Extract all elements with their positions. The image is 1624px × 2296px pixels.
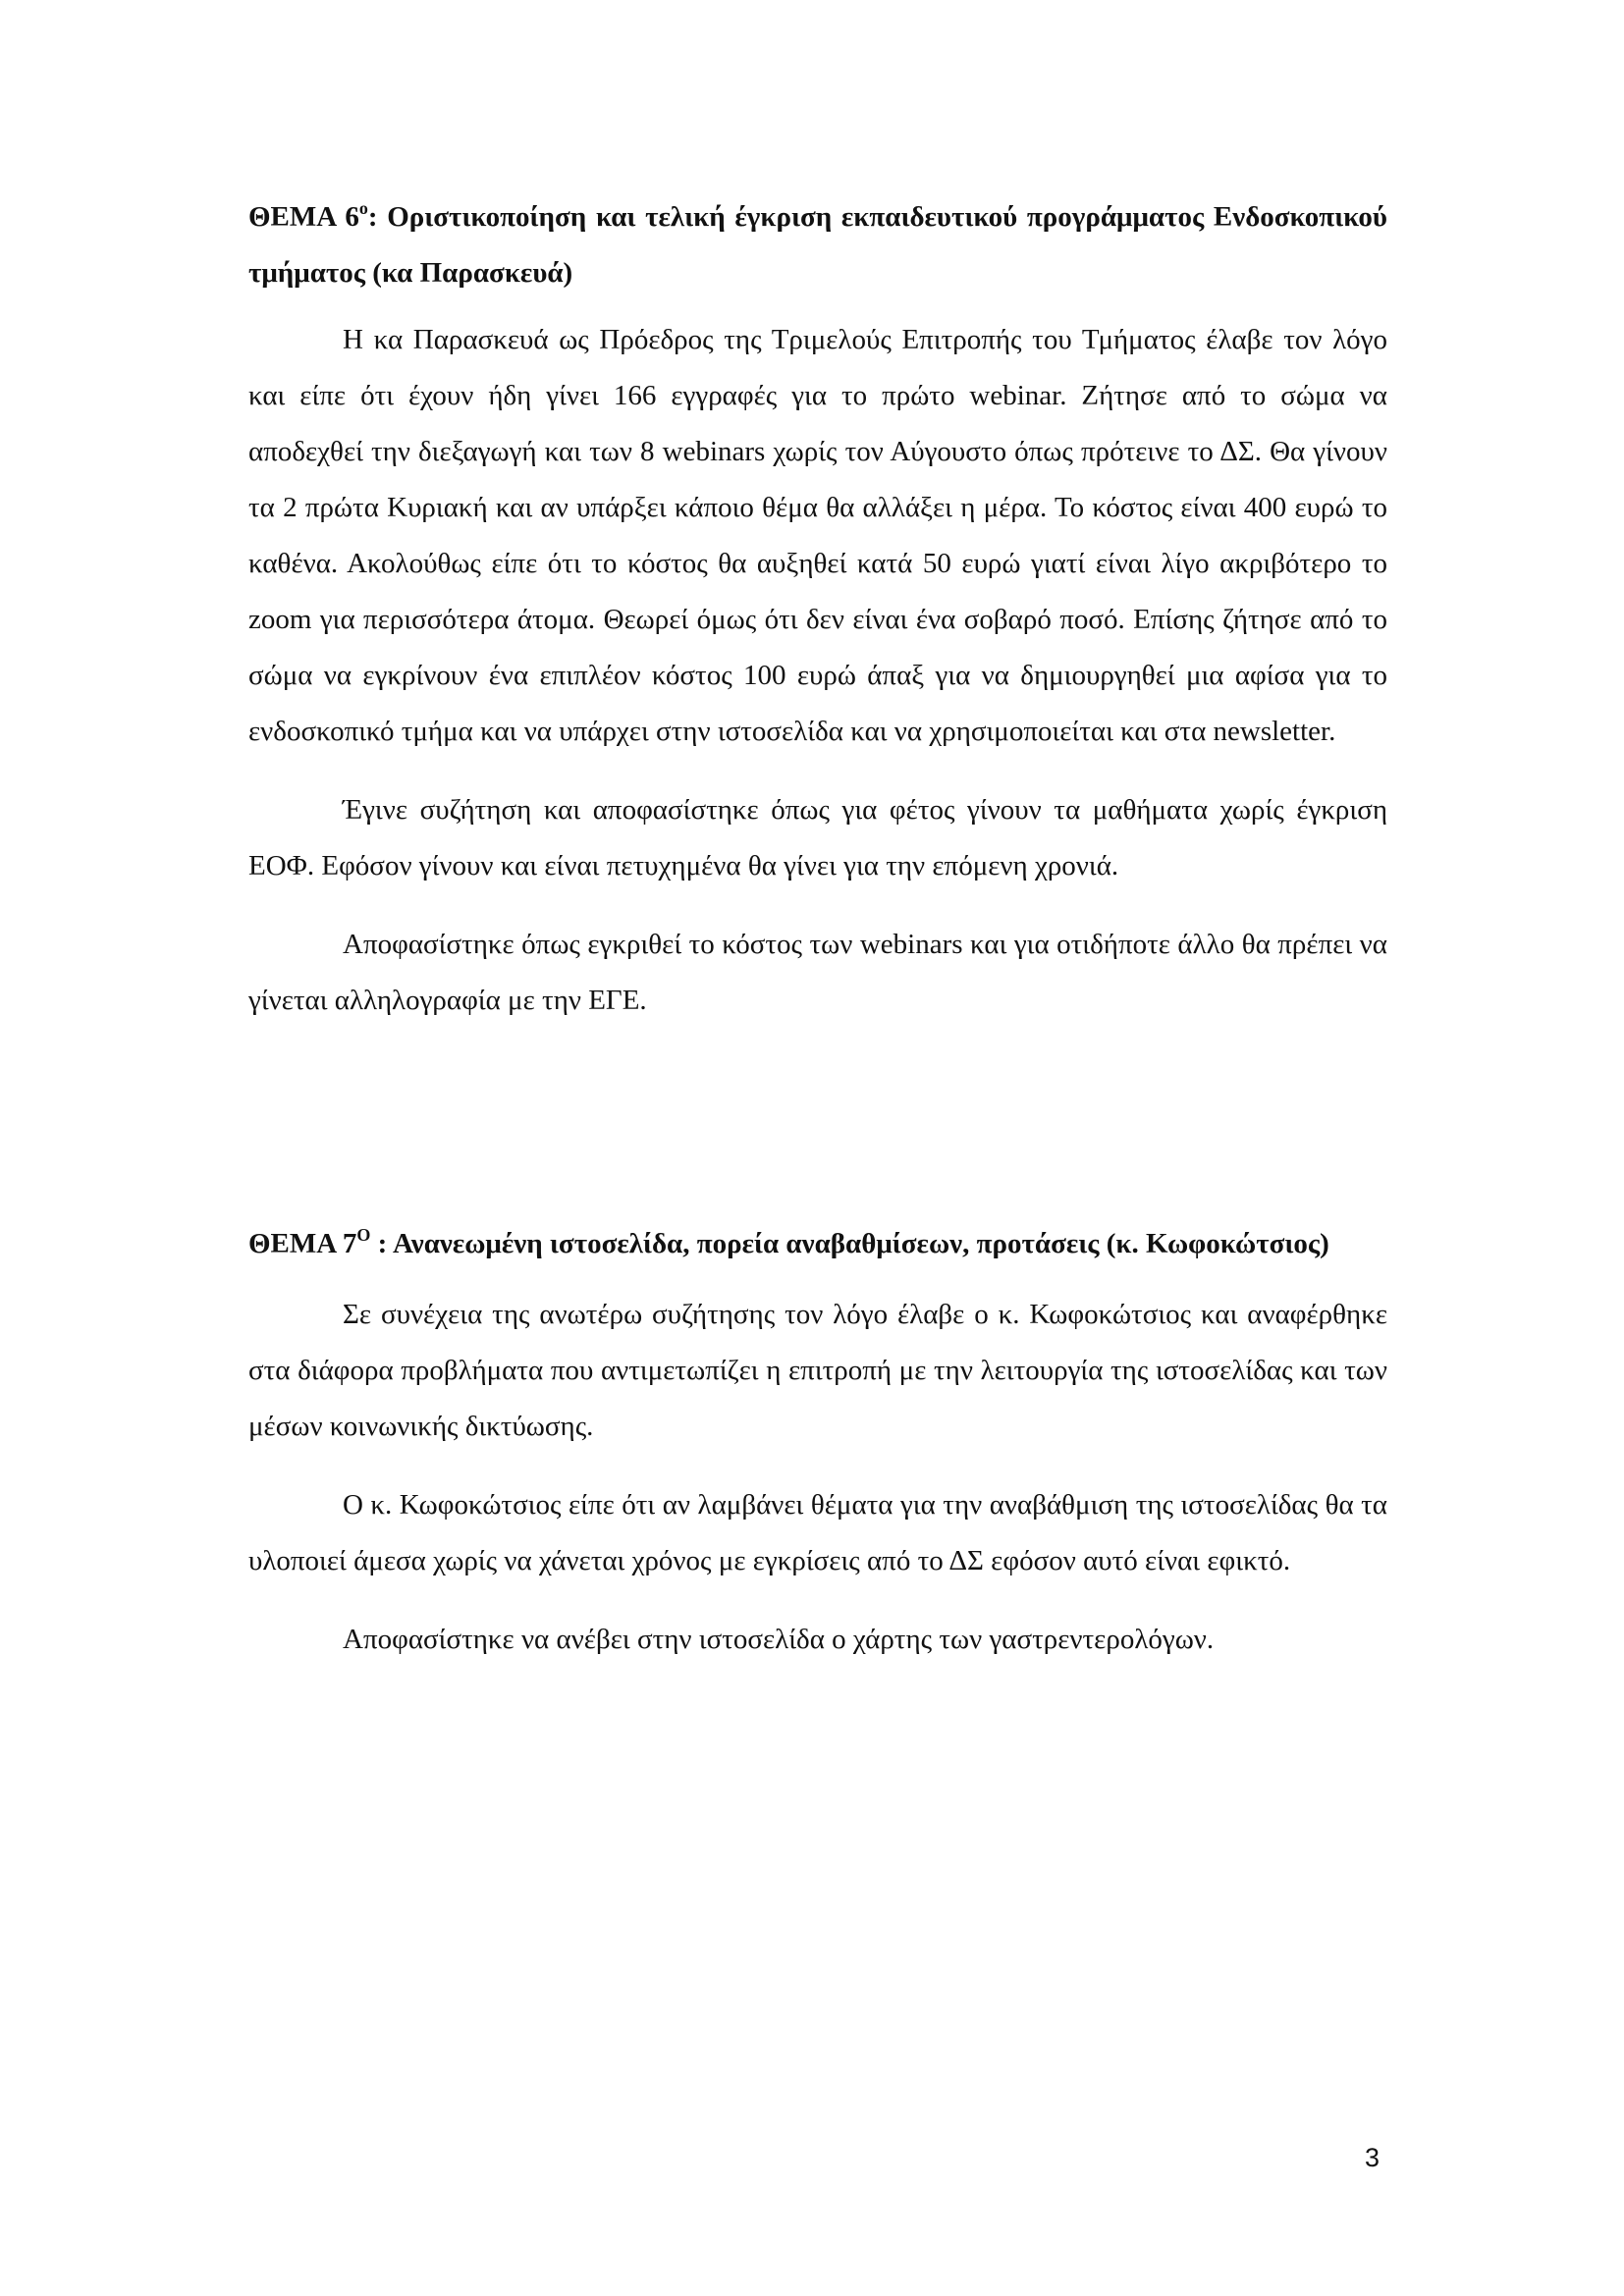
heading-prefix: ΘΕΜΑ 6 (248, 201, 359, 233)
heading-text: : Ανανεωμένη ιστοσελίδα, πορεία αναβαθμίσεων, προτάσεις (κ. Κωφοκώτσιος) (370, 1228, 1329, 1259)
paragraph: Η κα Παρασκευά ως Πρόεδρος της Τριμελούς Επιτροπής του Τμήματος έλαβε τον λόγο και είπε ότι έχουν ήδη γίνει 166 εγγραφές για το πρώτο webinar. Ζήτησε από το σώμα να αποδεχθεί την διεξαγωγή και των 8 webinars χωρίς τον Αύγουστο όπως πρότεινε το ΔΣ. Θα γίνουν τα 2 πρώτα Κυριακή και αν υπάρξει κάποιο θέμα θα αλλάξει η μέρα. Το κόστος είναι 400 ευρώ το καθένα. Ακολούθως είπε ότι το κόστος θα αυξηθεί κατά 50 ευρώ γιατί είναι λίγο ακριβότερο το zoom για περισσότερα άτομα. Θεωρεί όμως ότι δεν είναι ένα σοβαρό ποσό. Επίσης ζήτησε από το σώμα να εγκρίνουν ένα επιπλέον κόστος 100 ευρώ άπαξ για να δημιουργηθεί μια αφίσα για το ενδοσκοπικό τμήμα και να υπάρχει στην ιστοσελίδα και να χρησιμοποιείται και στα newsletter. (248, 324, 1387, 747)
paragraph: Ο κ. Κωφοκώτσιος είπε ότι αν λαμβάνει θέματα για την αναβάθμιση της ιστοσελίδας θα τα υλοποιεί άμεσα χωρίς να χάνεται χρόνος με εγκρίσεις από το ΔΣ εφόσον αυτό είναι εφικτό. (248, 1489, 1387, 1576)
paragraph: Αποφασίστηκε όπως εγκριθεί το κόστος των webinars και για οτιδήποτε άλλο θα πρέπει να γίνεται αλληλογραφία με την ΕΓΕ. (248, 929, 1387, 1016)
heading-text: : Οριστικοποίηση και τελική έγκριση εκπαιδευτικού προγράμματος Ενδοσκοπικού τμήματος (κα Παρασκευά) (248, 201, 1387, 289)
paragraph: Σε συνέχεια της ανωτέρω συζήτησης τον λόγο έλαβε ο κ. Κωφοκώτσιος και αναφέρθηκε στα διάφορα προβλήματα που αντιμετωπίζει η επιτροπή με την λειτουργία της ιστοσελίδας και των μέσων κοινωνικής δικτύωσης. (248, 1299, 1387, 1442)
heading-prefix: ΘΕΜΑ 7 (248, 1228, 357, 1259)
section-theme-7 (248, 1216, 1387, 1668)
page-number: 3 (1365, 2143, 1380, 2172)
paragraph: Έγινε συζήτηση και αποφασίστηκε όπως για φέτος γίνουν τα μαθήματα χωρίς έγκριση ΕΟΦ. Εφόσον γίνουν και είναι πετυχημένα θα γίνει για την επόμενη χρονιά. (248, 794, 1387, 881)
section-heading (248, 1216, 1387, 1272)
section-heading (248, 189, 1387, 301)
heading-superscript: Ο (356, 1225, 371, 1245)
heading-superscript: ο (358, 198, 368, 218)
paragraph: Αποφασίστηκε να ανέβει στην ιστοσελίδα ο χάρτης των γαστρεντερολόγων. (343, 1624, 1215, 1655)
section-theme-6 (248, 189, 1387, 1029)
